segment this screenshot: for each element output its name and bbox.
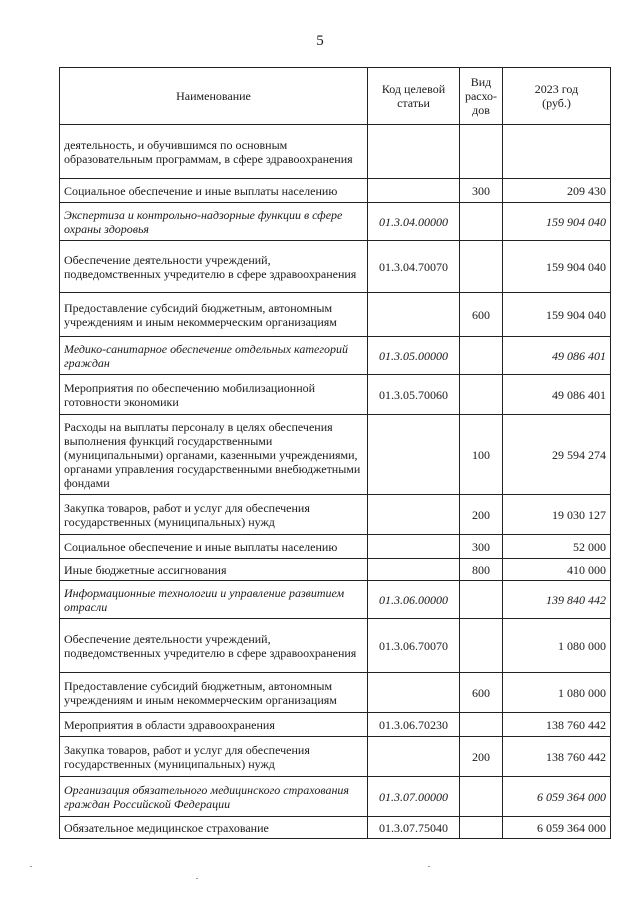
page-number: 5 (316, 33, 324, 49)
row-code: 01.3.07.00000 (368, 777, 460, 817)
scan-speck (30, 866, 32, 867)
row-kind (460, 375, 503, 415)
row-code: 01.3.06.70070 (368, 619, 460, 673)
table-row (60, 673, 611, 713)
table-row (60, 125, 611, 179)
row-sum: 52 000 (503, 535, 611, 559)
scan-speck (428, 866, 430, 867)
row-code (368, 535, 460, 559)
table-row (60, 737, 611, 777)
row-name: Предоставление субсидий бюджетным, автономным учреждениям и иным некоммерческим организациям (60, 293, 368, 337)
row-code: 01.3.04.70070 (368, 241, 460, 293)
row-kind: 200 (460, 495, 503, 535)
row-name: Экспертиза и контрольно-надзорные функции в сфере охраны здоровья (60, 203, 368, 241)
row-name: Обеспечение деятельности учреждений, подведомственных учредителю в сфере здравоохранения (60, 619, 368, 673)
row-code: 01.3.07.75040 (368, 817, 460, 839)
row-code: 01.3.06.70230 (368, 713, 460, 737)
table-row (60, 179, 611, 203)
table-row (60, 777, 611, 817)
table-row (60, 415, 611, 495)
table-row (60, 559, 611, 581)
row-kind: 100 (460, 415, 503, 495)
row-kind (460, 203, 503, 241)
row-sum: 49 086 401 (503, 337, 611, 375)
budget-table (59, 67, 611, 839)
row-name: Мероприятия по обеспечению мобилизационной готовности экономики (60, 375, 368, 415)
table-row (60, 241, 611, 293)
row-name: Медико-санитарное обеспечение отдельных категорий граждан (60, 337, 368, 375)
row-kind: 300 (460, 535, 503, 559)
row-code: 01.3.04.00000 (368, 203, 460, 241)
row-code (368, 559, 460, 581)
column-header-kind: Вид расхо- дов (460, 68, 503, 125)
row-code (368, 495, 460, 535)
row-name: деятельность, и обучившимся по основным образовательным программам, в сфере здравоохранения (60, 125, 368, 179)
row-sum: 410 000 (503, 559, 611, 581)
row-kind: 600 (460, 293, 503, 337)
row-kind (460, 713, 503, 737)
row-code (368, 415, 460, 495)
row-sum: 159 904 040 (503, 241, 611, 293)
row-sum: 6 059 364 000 (503, 817, 611, 839)
row-name: Информационные технологии и управление развитием отрасли (60, 581, 368, 619)
row-kind: 200 (460, 737, 503, 777)
row-code: 01.3.05.00000 (368, 337, 460, 375)
row-code (368, 125, 460, 179)
row-code (368, 737, 460, 777)
row-code (368, 673, 460, 713)
table-row (60, 581, 611, 619)
table-row (60, 713, 611, 737)
row-sum: 209 430 (503, 179, 611, 203)
row-kind (460, 777, 503, 817)
row-sum: 1 080 000 (503, 673, 611, 713)
table-row (60, 375, 611, 415)
row-name: Мероприятия в области здравоохранения (60, 713, 368, 737)
row-sum: 29 594 274 (503, 415, 611, 495)
row-kind: 300 (460, 179, 503, 203)
row-sum: 159 904 040 (503, 203, 611, 241)
row-sum: 138 760 442 (503, 713, 611, 737)
row-name: Закупка товаров, работ и услуг для обеспечения государственных (муниципальных) нужд (60, 737, 368, 777)
row-code (368, 179, 460, 203)
row-sum: 159 904 040 (503, 293, 611, 337)
row-name: Обеспечение деятельности учреждений, подведомственных учредителю в сфере здравоохранения (60, 241, 368, 293)
row-kind (460, 619, 503, 673)
table-body (60, 125, 611, 839)
table-row (60, 337, 611, 375)
row-name: Иные бюджетные ассигнования (60, 559, 368, 581)
row-kind (460, 241, 503, 293)
row-code (368, 293, 460, 337)
table-row (60, 619, 611, 673)
row-sum: 139 840 442 (503, 581, 611, 619)
row-name: Закупка товаров, работ и услуг для обеспечения государственных (муниципальных) нужд (60, 495, 368, 535)
row-name: Социальное обеспечение и иные выплаты населению (60, 535, 368, 559)
table-row (60, 535, 611, 559)
column-header-name: Наименование (60, 68, 368, 125)
row-kind (460, 581, 503, 619)
row-sum: 19 030 127 (503, 495, 611, 535)
table-row (60, 203, 611, 241)
row-sum: 138 760 442 (503, 737, 611, 777)
row-name: Организация обязательного медицинского страхования граждан Российской Федерации (60, 777, 368, 817)
row-name: Расходы на выплаты персоналу в целях обеспечения выполнения функций государственными (муниципальными) органами, казенными учреждениями, органами управления государственными внебюджетными фондами (60, 415, 368, 495)
row-name: Обязательное медицинское страхование (60, 817, 368, 839)
row-sum: 6 059 364 000 (503, 777, 611, 817)
row-code: 01.3.05.70060 (368, 375, 460, 415)
table-row (60, 495, 611, 535)
row-kind: 800 (460, 559, 503, 581)
row-kind (460, 125, 503, 179)
row-sum: 49 086 401 (503, 375, 611, 415)
scan-speck (196, 878, 198, 879)
row-name: Предоставление субсидий бюджетным, автономным учреждениям и иным некоммерческим организациям (60, 673, 368, 713)
row-sum: 1 080 000 (503, 619, 611, 673)
row-kind (460, 337, 503, 375)
column-header-code: Код целевой статьи (368, 68, 460, 125)
column-header-sum: 2023 год (руб.) (503, 68, 611, 125)
table-row (60, 293, 611, 337)
row-code: 01.3.06.00000 (368, 581, 460, 619)
table-row (60, 817, 611, 839)
row-kind (460, 817, 503, 839)
row-name: Социальное обеспечение и иные выплаты населению (60, 179, 368, 203)
row-sum (503, 125, 611, 179)
table-header (60, 68, 611, 125)
row-kind: 600 (460, 673, 503, 713)
